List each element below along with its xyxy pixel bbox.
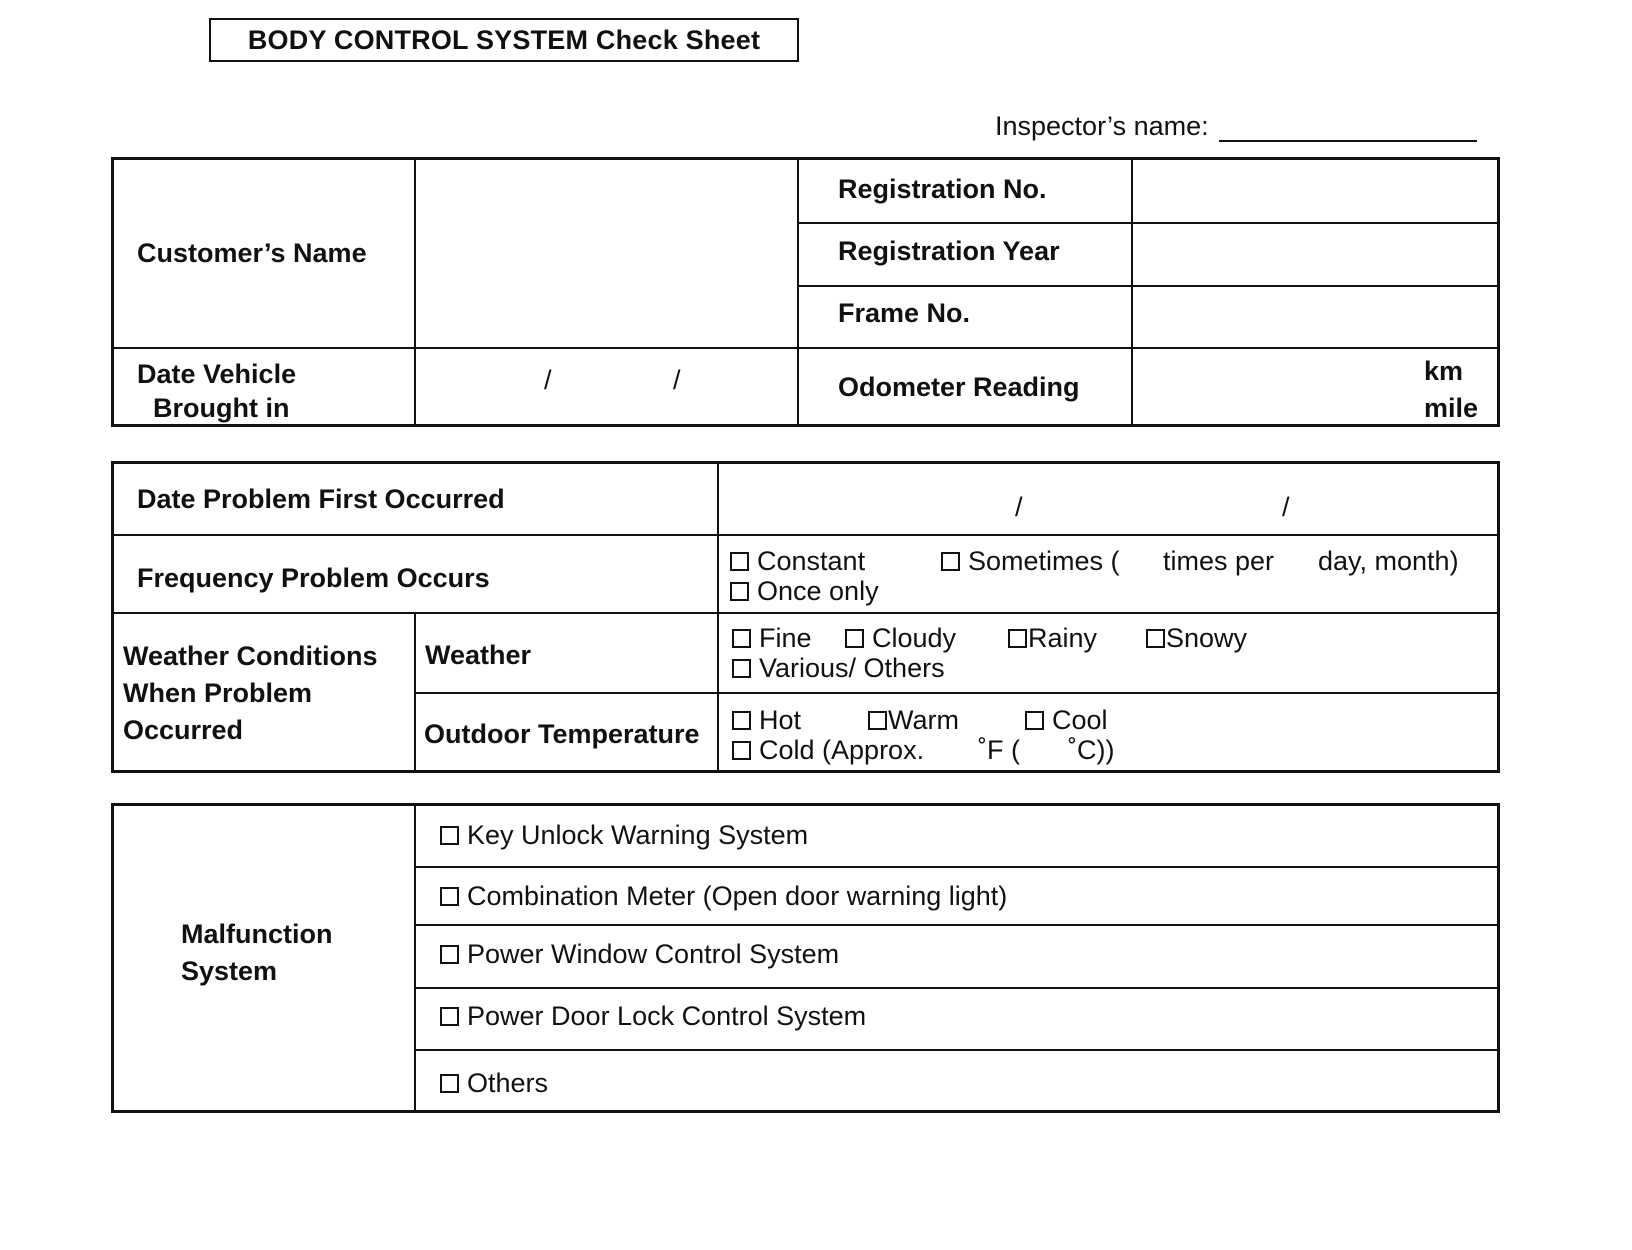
temp-cool-option[interactable] [1025,706,1108,736]
temp-hot-option[interactable] [732,706,801,736]
date-vehicle-brought-field[interactable] [417,350,795,424]
system-combination-meter[interactable] [440,882,1007,912]
option-label: Snowy [1166,623,1248,653]
date-problem-first-label: Date Problem First Occurred [137,484,505,514]
frame-no-field[interactable] [1134,288,1497,345]
option-label: Cold (Approx. [759,735,925,765]
temp-cold-option[interactable] [732,736,924,766]
temp-warm-option[interactable] [868,706,959,736]
checkbox[interactable] [440,1007,459,1026]
divider [797,222,1500,224]
checkbox[interactable] [440,945,459,964]
weather-label: Weather [425,640,532,670]
weather-conditions-label [123,638,378,749]
checkbox[interactable] [732,711,751,730]
divider [414,987,1500,989]
date-problem-first-field[interactable] [720,464,1497,532]
checkbox[interactable] [440,887,459,906]
date-separator: / [1282,492,1290,522]
weather-conditions-line1: Weather Conditions [123,641,378,671]
checkbox[interactable] [941,552,960,571]
registration-no-label: Registration No. [838,174,1047,204]
weather-conditions-line3: Occurred [123,715,244,745]
malfunction-system-label [181,916,332,990]
divider [111,534,1500,536]
system-label: Power Window Control System [467,939,840,969]
date-vehicle-line1: Date Vehicle [137,359,297,389]
frequency-label: Frequency Problem Occurs [137,563,490,593]
option-label: Various/ Others [759,653,945,683]
date-vehicle-brought-label [137,358,296,426]
inspector-name-label: Inspector’s name: [995,111,1209,141]
checkbox[interactable] [1146,629,1165,648]
checkbox[interactable] [730,582,749,601]
sheet-title: BODY CONTROL SYSTEM Check Sheet [209,18,799,62]
weather-various-option[interactable] [732,654,945,684]
times-per-text: times per [1163,546,1275,576]
option-label: Rainy [1028,623,1098,653]
registration-year-field[interactable] [1134,225,1497,283]
option-label: Hot [759,705,802,735]
weather-conditions-line2: When Problem [123,678,313,708]
divider [414,157,416,427]
weather-fine-option[interactable] [732,624,812,654]
weather-snowy-option[interactable] [1146,624,1247,654]
option-label: Sometimes ( [968,546,1120,576]
option-label: Constant [757,546,866,576]
customer-name-field[interactable] [417,160,795,345]
checkbox[interactable] [732,741,751,760]
option-label: Cool [1052,705,1108,735]
checkbox[interactable] [868,711,887,730]
malfunction-line2: System [181,956,278,986]
checkbox[interactable] [440,826,459,845]
divider [111,612,1500,614]
checkbox[interactable] [732,629,751,648]
system-power-window[interactable] [440,940,839,970]
checkbox[interactable] [845,629,864,648]
outdoor-temperature-label: Outdoor Temperature [424,719,700,749]
divider [414,866,1500,868]
unit-km: km [1424,356,1464,386]
option-label: Cloudy [872,623,957,653]
registration-no-field[interactable] [1134,160,1497,220]
option-label: Fine [759,623,812,653]
divider [111,347,1500,349]
date-separator: / [1015,492,1023,522]
customer-name-label: Customer’s Name [137,238,367,268]
date-vehicle-line2: Brought in [153,392,290,423]
divider [414,803,416,1113]
frequency-once-option[interactable] [730,577,879,607]
inspector-name-line[interactable] [1219,110,1477,142]
weather-rainy-option[interactable] [1008,624,1097,654]
malfunction-line1: Malfunction [181,919,333,949]
option-label: Once only [757,576,879,606]
system-power-door-lock[interactable] [440,1002,866,1032]
divider [717,461,719,773]
date-separator: / [673,365,681,395]
date-separator: / [544,365,552,395]
deg-f-text: ˚F ( [978,735,1020,765]
divider [414,924,1500,926]
checkbox[interactable] [730,552,749,571]
checkbox[interactable] [440,1074,459,1093]
frame-no-label: Frame No. [838,298,971,328]
registration-year-label: Registration Year [838,236,1060,266]
divider [797,285,1500,287]
divider [414,692,1500,694]
system-label: Others [467,1068,549,1098]
odometer-label: Odometer Reading [838,372,1080,402]
checkbox[interactable] [732,659,751,678]
divider [414,1049,1500,1051]
inspector-name-field[interactable] [995,110,1477,142]
checkbox[interactable] [1025,711,1044,730]
system-others[interactable] [440,1069,548,1099]
day-month-text: day, month) [1318,546,1459,576]
deg-c-text: ˚C)) [1068,735,1115,765]
weather-cloudy-option[interactable] [845,624,956,654]
system-label: Power Door Lock Control System [467,1001,867,1031]
divider [797,157,799,427]
unit-mile: mile [1424,393,1479,423]
system-key-unlock-warning[interactable] [440,821,808,851]
option-label: Warm [888,705,959,735]
frequency-constant-option[interactable] [730,547,865,577]
checkbox[interactable] [1008,629,1027,648]
frequency-sometimes-option[interactable] [941,547,1120,577]
system-label: Combination Meter (Open door warning light) [467,881,1008,911]
system-label: Key Unlock Warning System [467,820,809,850]
divider [1131,157,1133,427]
